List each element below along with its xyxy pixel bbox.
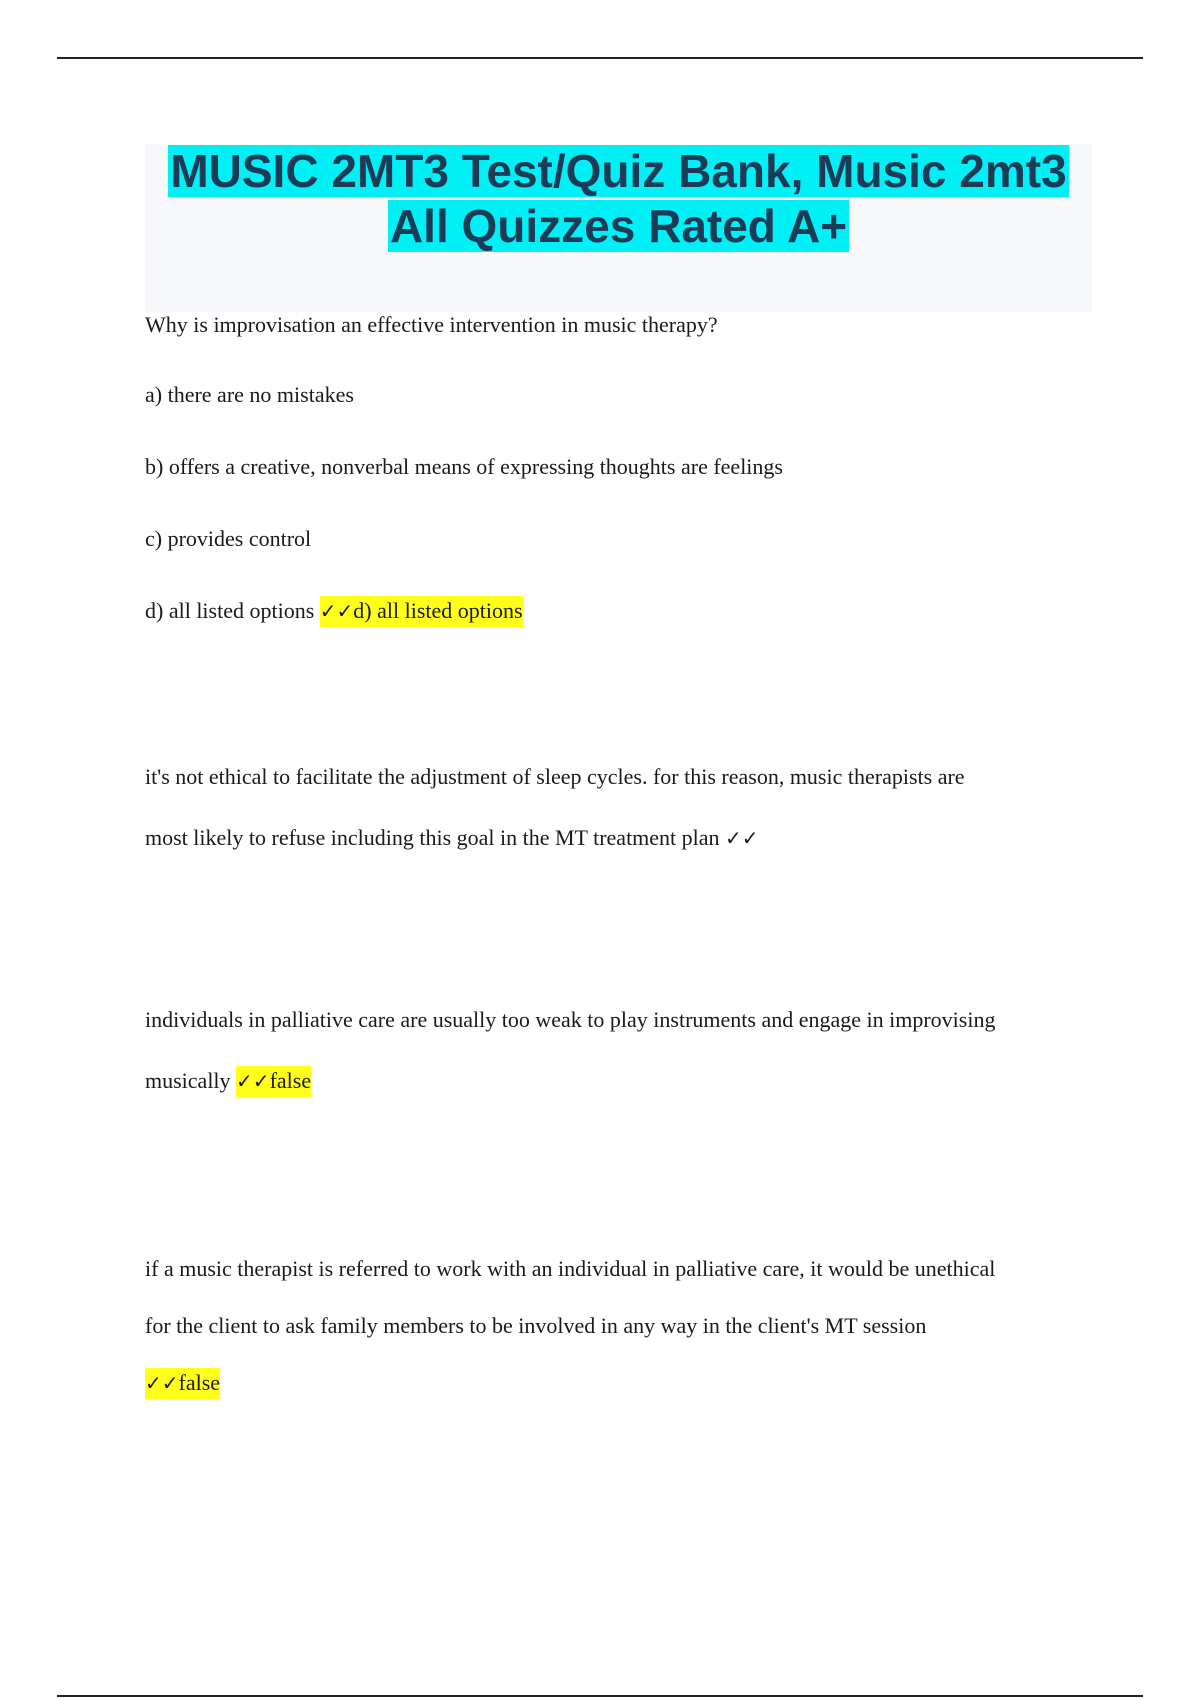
answer-text: false bbox=[269, 1068, 312, 1093]
question-3 bbox=[145, 989, 1095, 1112]
option-d: d) all listed options bbox=[145, 598, 315, 623]
bottom-rule bbox=[57, 1695, 1143, 1697]
question-text-line-2-text: musically bbox=[145, 1068, 231, 1093]
answer-line bbox=[145, 1354, 1095, 1412]
double-check-icon: ✓✓ bbox=[145, 1371, 179, 1395]
double-check-icon: ✓✓ bbox=[236, 1069, 270, 1093]
question-1 bbox=[145, 300, 1095, 636]
question-text-line-2-text: most likely to refuse including this goal in the MT treatment plan bbox=[145, 825, 720, 850]
title-line-2: All Quizzes Rated A+ bbox=[389, 200, 848, 252]
title-block bbox=[145, 144, 1092, 312]
answer-highlight bbox=[145, 1368, 220, 1399]
question-text-line-1: it's not ethical to facilitate the adjustment of sleep cycles. for this reason, music therapists are bbox=[145, 764, 965, 789]
question-text-line-1: if a music therapist is referred to work with an individual in palliative care, it would be unethical bbox=[145, 1256, 996, 1281]
question-text-line-2: for the client to ask family members to be involved in any way in the client's MT session bbox=[145, 1313, 927, 1338]
question-text-line-2 bbox=[145, 807, 1095, 869]
answer-text: d) all listed options bbox=[353, 598, 523, 623]
question-text: Why is improvisation an effective intervention in music therapy? bbox=[145, 312, 718, 337]
answer-highlight bbox=[320, 596, 523, 627]
option-c: c) provides control bbox=[145, 526, 312, 551]
top-rule bbox=[57, 57, 1143, 59]
option-d-line bbox=[145, 586, 1095, 636]
question-text-line-1: individuals in palliative care are usually too weak to play instruments and engage in improvising bbox=[145, 1007, 996, 1032]
question-2 bbox=[145, 746, 1095, 869]
question-4 bbox=[145, 1240, 1095, 1412]
quiz-content bbox=[145, 300, 1095, 1412]
option-b: b) offers a creative, nonverbal means of expressing thoughts are feelings bbox=[145, 454, 783, 479]
document-title bbox=[145, 144, 1092, 254]
answer-highlight bbox=[236, 1066, 311, 1097]
double-check-icon: ✓✓ bbox=[319, 599, 354, 623]
double-check-icon: ✓✓ bbox=[725, 826, 759, 850]
question-text-line-2 bbox=[145, 1050, 1095, 1112]
answer-text: false bbox=[178, 1370, 221, 1395]
title-line-1: MUSIC 2MT3 Test/Quiz Bank, Music 2mt3 bbox=[170, 145, 1067, 197]
option-a: a) there are no mistakes bbox=[145, 382, 354, 407]
